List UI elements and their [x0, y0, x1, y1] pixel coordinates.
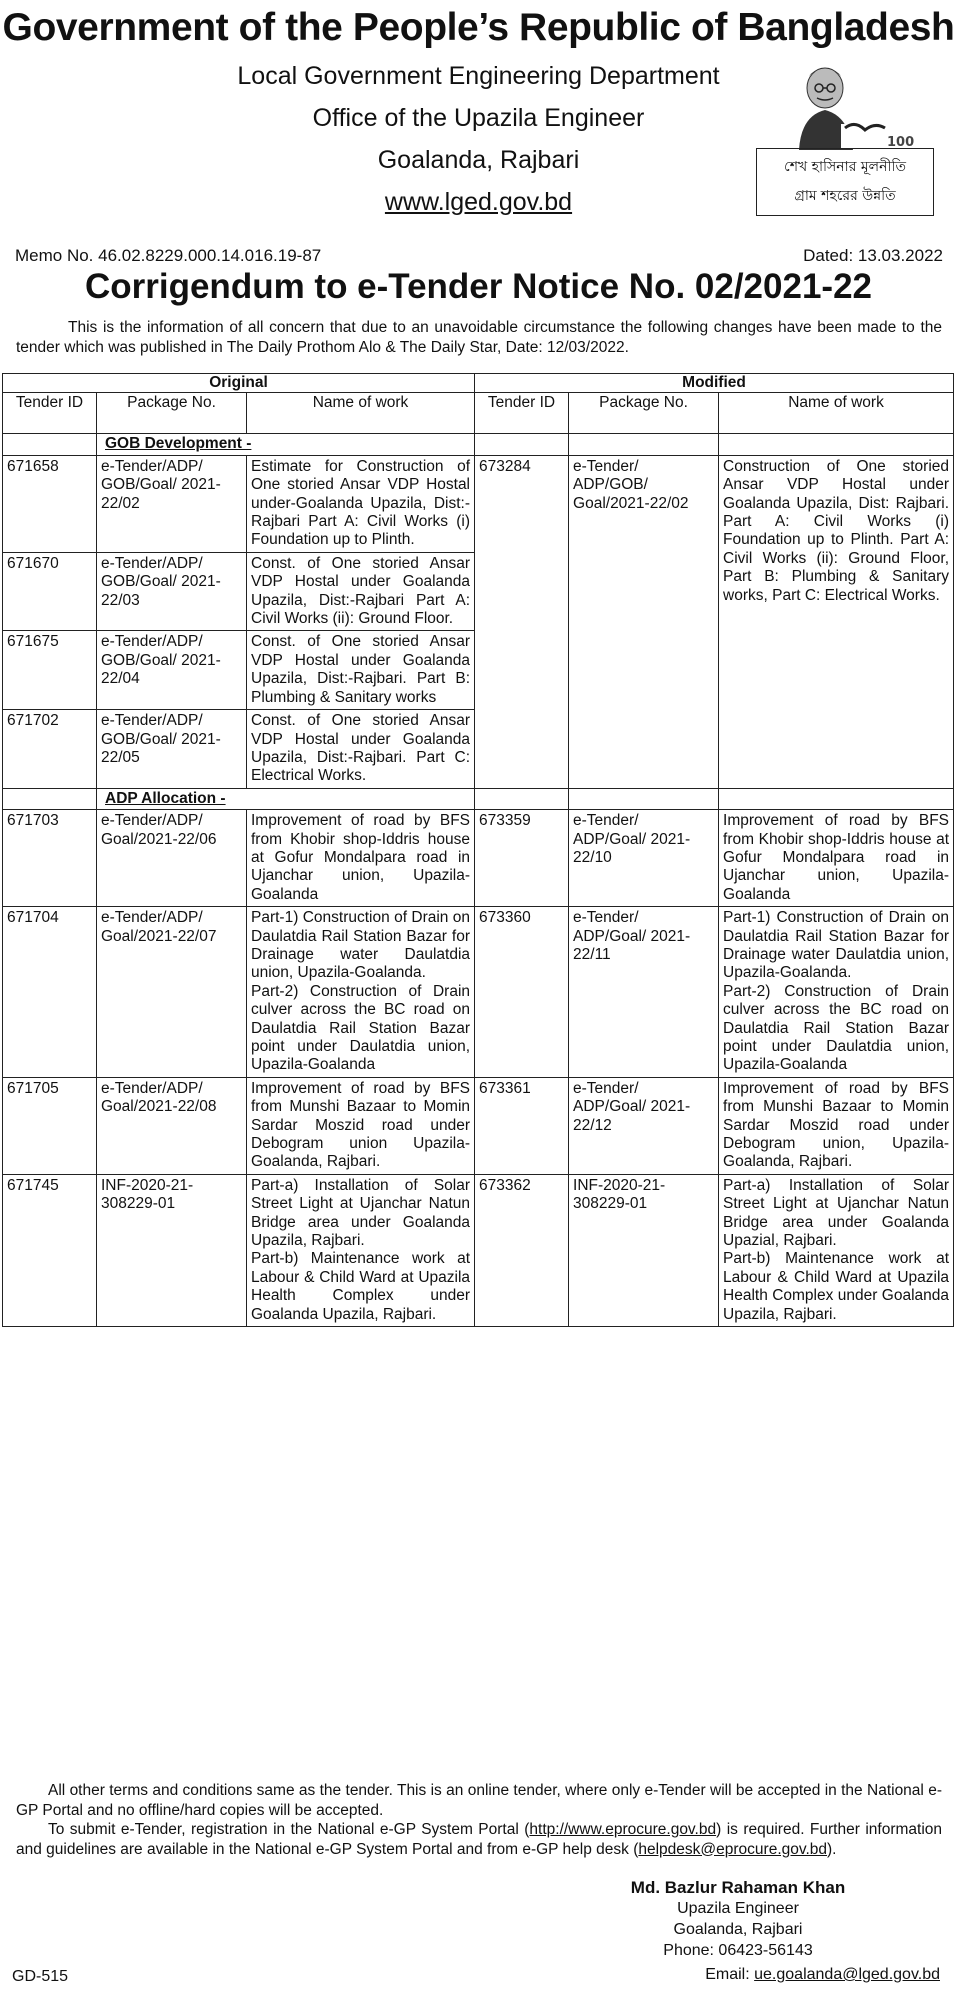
tender-id: 671745 [3, 1174, 97, 1326]
mod-package-no: e-Tender/ ADP/GOB/ Goal/2021-22/02 [569, 455, 719, 788]
mod-work-name: Part-a) Installation of Solar Street Light at Ujanchar Natun Bridge area under Goalanda Upazial, Rajbari. Part-b) Maintenance work at Labour & Child Ward at Upazila Health Complex under Goalanda Upazila, Rajbari. [719, 1174, 954, 1326]
original-header: Original [3, 374, 475, 393]
tender-id: 671705 [3, 1077, 97, 1174]
motto-line: শেখ হাসিনার মূলনীতি [784, 159, 906, 175]
letterhead [0, 0, 957, 236]
mod-tender-id: 673362 [475, 1174, 569, 1326]
table-row [3, 907, 954, 1078]
signatory-email-line: Email: ue.goalanda@lged.gov.bd [705, 1966, 940, 1983]
tender-id: 671704 [3, 907, 97, 1078]
mod-work-name: Improvement of road by BFS from Khobir shop-Iddris house at Gofur Mondalpara road in Ujanchar union, Upazila-Goalanda [719, 810, 954, 907]
footer-terms [16, 1781, 942, 1859]
section-row [3, 434, 954, 455]
notice-intro: This is the information of all concern that due to an unavoidable circumstance the following changes have been made to the tender which was published in The Daily Prothom Alo & The Daily Star, Date: 12/03/2022. [16, 319, 942, 356]
mod-package-no: e-Tender/ ADP/Goal/ 2021-22/10 [569, 810, 719, 907]
mod-work-name: Construction of One storied Ansar VDP Hostal under Goalanda Upazila, Dist: Rajbari. Part A: Civil Works (i) Foundation up to Plinth. Part A: Civil Works (ii): Ground Floor, Part B: Plumbing & Sanitary works, Part C: Electrical Works. [719, 455, 954, 788]
package-no: e-Tender/ADP/ GOB/Goal/ 2021-22/05 [97, 710, 247, 789]
col-tender-id: Tender ID [475, 393, 569, 434]
package-no: e-Tender/ADP/ Goal/2021-22/07 [97, 907, 247, 1078]
motto-box [756, 148, 934, 216]
signature-block [560, 1877, 916, 1961]
corrigendum-table [2, 373, 954, 1327]
package-no: e-Tender/ADP/ GOB/Goal/ 2021-22/03 [97, 552, 247, 631]
website-link[interactable]: www.lged.gov.bd [384, 188, 573, 216]
work-name: Improvement of road by BFS from Munshi Bazaar to Momin Sardar Moszid road under Debogram union Upazila-Goalanda, Rajbari. [247, 1077, 475, 1174]
mod-tender-id: 673284 [475, 455, 569, 788]
office-location: Goalanda, Rajbari [377, 146, 580, 174]
terms-paragraph: All other terms and conditions same as the tender. This is an online tender, where only e-Tender will be accepted in the National e-GP Portal and no offline/hard copies will be accepted. [16, 1782, 942, 1819]
table-row [3, 1077, 954, 1174]
memo-number: Memo No. 46.02.8229.000.14.016.19-87 [15, 246, 322, 265]
notice-title: Corrigendum to e-Tender Notice No. 02/2021-22 [84, 267, 873, 306]
mod-work-name: Part-1) Construction of Drain on Daulatdia Rail Station Bazar for Drainage water Daulatdia union, Upazila-Goalanda. Part-2) Construction of Drain culver across the BC road on Daulatdia Rail Station Bazar point under Daulatdia union, Upazila-Goalanda [719, 907, 954, 1078]
eprocure-link[interactable]: http://www.eprocure.gov.bd [529, 1821, 717, 1838]
government-title: Government of the People’s Republic of Bangladesh [2, 6, 955, 49]
col-work: Name of work [247, 393, 475, 434]
work-name: Part-a) Installation of Solar Street Light at Ujanchar Natun Bridge area under Goalanda Upazila, Rajbari. Part-b) Maintenance work at Labour & Child Ward at Upazila Health Complex under Goalanda Upazila, Rajbari. [247, 1174, 475, 1326]
table-row [3, 810, 954, 907]
mujib-100-portrait-icon [795, 62, 915, 150]
package-no: e-Tender/ADP/ Goal/2021-22/06 [97, 810, 247, 907]
work-name: Const. of One storied Ansar VDP Hostal under Goalanda Upazila, Dist:-Rajbari. Part B: Plumbing & Sanitary works [247, 631, 475, 710]
mod-tender-id: 673359 [475, 810, 569, 907]
modified-header: Modified [475, 374, 954, 393]
table-row [3, 1174, 954, 1326]
work-name: Const. of One storied Ansar VDP Hostal under Goalanda Upazila, Dist:-Rajbari. Part C: Electrical Works. [247, 710, 475, 789]
tender-id: 671675 [3, 631, 97, 710]
tender-id: 671703 [3, 810, 97, 907]
signatory-name: Md. Bazlur Rahaman Khan [630, 1878, 846, 1897]
col-package: Package No. [569, 393, 719, 434]
signatory-phone: Phone: 06423-56143 [663, 1942, 813, 1959]
section-gob: GOB Development - [97, 434, 475, 455]
signatory-designation: Upazila Engineer [677, 1900, 799, 1917]
tender-id: 671658 [3, 455, 97, 552]
work-name: Improvement of road by BFS from Khobir shop-Iddris house at Gofur Mondalpara road in Ujanchar union, Upazila-Goalanda [247, 810, 475, 907]
package-no: e-Tender/ADP/ Goal/2021-22/08 [97, 1077, 247, 1174]
registration-paragraph: To submit e-Tender, registration in the National e-GP System Portal (http://www.eprocure.gov.bd) is required. Further information and guidelines are available in the National e-GP System Portal and from e-GP help desk (helpdesk@eprocure.gov.bd). [16, 1821, 943, 1858]
department-name: Local Government Engineering Department [237, 62, 720, 90]
mod-work-name: Improvement of road by BFS from Munshi Bazaar to Momin Sardar Moszid road under Debogram union, Upazila-Goalanda, Rajbari. [719, 1077, 954, 1174]
helpdesk-email-link[interactable]: helpdesk@eprocure.gov.bd [638, 1840, 828, 1858]
motto-line: গ্রাম শহরের উন্নতি [794, 188, 896, 204]
memo-date: Dated: 13.03.2022 [803, 246, 943, 265]
svg-text:100: 100 [887, 135, 915, 150]
tender-id: 671702 [3, 710, 97, 789]
mod-tender-id: 673360 [475, 907, 569, 1078]
col-work: Name of work [719, 393, 954, 434]
col-tender-id: Tender ID [3, 393, 97, 434]
package-no: e-Tender/ADP/ GOB/Goal/ 2021-22/02 [97, 455, 247, 552]
mod-package-no: e-Tender/ ADP/Goal/ 2021-22/11 [569, 907, 719, 1078]
mod-package-no: INF-2020-21-308229-01 [569, 1174, 719, 1326]
work-name: Part-1) Construction of Drain on Daulatdia Rail Station Bazar for Drainage water Daulatdia union, Upazila-Goalanda. Part-2) Construction of Drain culver across the BC road on Daulatdia Rail Station Bazar point under Daulatdia union, Upazila-Goalanda [247, 907, 475, 1078]
work-name: Const. of One storied Ansar VDP Hostal under Goalanda Upazila, Dist:-Rajbari Part A: Civil Works (ii): Ground Floor. [247, 552, 475, 631]
section-row [3, 788, 954, 809]
mod-package-no: e-Tender/ ADP/Goal/ 2021-22/12 [569, 1077, 719, 1174]
table-row [3, 455, 954, 552]
package-no: INF-2020-21-308229-01 [97, 1174, 247, 1326]
ad-code: GD-515 [12, 1968, 69, 1985]
work-name: Estimate for Construction of One storied Ansar VDP Hostal under-Goalanda Upazila, Dist:-Rajbari Part A: Civil Works (i) Foundation up to Plinth. [247, 455, 475, 552]
signatory-office: Goalanda, Rajbari [673, 1921, 803, 1938]
col-package: Package No. [97, 393, 247, 434]
tender-id: 671670 [3, 552, 97, 631]
section-adp: ADP Allocation - [97, 788, 475, 809]
office-name: Office of the Upazila Engineer [312, 104, 645, 132]
signatory-email-link[interactable]: ue.goalanda@lged.gov.bd [754, 1966, 940, 1983]
package-no: e-Tender/ADP/ GOB/Goal/ 2021-22/04 [97, 631, 247, 710]
mod-tender-id: 673361 [475, 1077, 569, 1174]
